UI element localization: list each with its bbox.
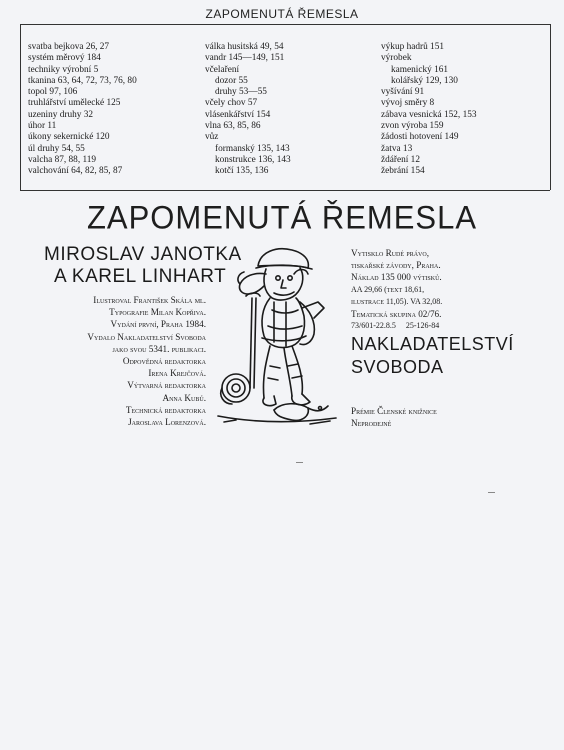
index-entry: výkup hadrů 151 xyxy=(381,42,445,52)
index-frame-right-rule xyxy=(550,24,551,190)
running-head: ZAPOMENUTÁ ŘEMESLA xyxy=(205,7,359,21)
index-entry: úl druhy 54, 55 xyxy=(28,143,85,154)
index-column-2 xyxy=(205,42,291,178)
credit-line: Odpovědná redaktorka xyxy=(122,356,206,367)
index-entry: včely chov 57 xyxy=(205,98,258,109)
index-entry: kamenický 161 xyxy=(391,64,449,75)
imprint-line: 73/601-22.8.5 25-126-84 xyxy=(351,321,440,331)
index-entry: topol 97, 106 xyxy=(28,87,78,98)
index-entry: žebrání 154 xyxy=(381,166,425,177)
index-frame-left-rule xyxy=(20,24,21,190)
credit-line: Irena Krejčová. xyxy=(148,368,206,379)
index-entry: vlna 63, 85, 86 xyxy=(205,121,261,132)
index-entry: vůz xyxy=(205,132,219,143)
book-title: ZAPOMENUTÁ ŘEMESLA xyxy=(86,199,478,236)
index-entry: zvon výroba 159 xyxy=(381,121,444,132)
imprint-line: Tematická skupina 02/76. xyxy=(351,309,442,320)
publisher-line-1: NAKLADATELSTVÍ xyxy=(351,334,514,354)
index-entry: vlásenkářství 154 xyxy=(205,109,271,120)
index-entry: včelaření xyxy=(205,64,240,75)
imprint-line: Vytisklo Rudé právo, xyxy=(351,248,429,258)
index-entry: valchování 64, 82, 85, 87 xyxy=(28,166,123,177)
credit-line: Výtvarná redaktorka xyxy=(127,380,206,391)
index-frame-top-rule xyxy=(20,24,550,25)
credit-line: Anna Kubů. xyxy=(162,392,206,403)
imprint-line: tiskařské závody, Praha. xyxy=(351,260,441,271)
imprint-block xyxy=(351,247,442,332)
credits-block xyxy=(87,294,206,428)
index-entry: žatva 13 xyxy=(381,143,413,154)
index-entry: dozor 55 xyxy=(215,75,248,86)
paper-speck xyxy=(296,462,303,463)
credit-line: Jaroslava Lorenzová. xyxy=(128,417,206,428)
index-entry: svatba bejkova 26, 27 xyxy=(28,42,110,52)
premium-line: Prémie Členské knižnice xyxy=(351,406,437,416)
craftsman-illustration-icon xyxy=(210,238,344,428)
index-column-3 xyxy=(381,42,477,178)
paper-speck xyxy=(488,492,495,493)
publisher-line-2: SVOBODA xyxy=(351,357,444,377)
index-entry: válka husitská 49, 54 xyxy=(205,42,284,52)
index-entry: vývoj směry 8 xyxy=(381,98,435,109)
publisher-name xyxy=(351,333,514,379)
imprint-line: Náklad 135 000 výtisků. xyxy=(351,272,442,283)
index-entry: úhor 11 xyxy=(28,121,57,132)
index-entry: výrobek xyxy=(381,53,412,64)
imprint-line: AA 29,66 (text 18,61, xyxy=(351,284,425,294)
index-entry: kolářský 129, 130 xyxy=(391,75,458,86)
index-entry: tkanina 63, 64, 72, 73, 76, 80 xyxy=(28,75,137,86)
index-entry: vyšívání 91 xyxy=(381,87,425,98)
credit-line: Technická redaktorka xyxy=(125,404,206,415)
index-entry: žádosti hotovení 149 xyxy=(381,132,459,143)
author-line-2: A KAREL LINHART xyxy=(54,266,227,287)
credit-line: Vydání první, Praha 1984. xyxy=(110,319,206,330)
index-entry: ždáření 12 xyxy=(381,154,420,165)
author-line-1: MIROSLAV JANOTKA xyxy=(44,244,242,265)
index-entry: formanský 135, 143 xyxy=(215,143,290,154)
premium-line: Neprodejné xyxy=(351,418,392,429)
index-entry: vandr 145—149, 151 xyxy=(205,53,285,64)
credit-line: jako svou 5341. publikaci. xyxy=(112,343,206,354)
index-entry: uzeniny druhy 32 xyxy=(28,109,94,120)
index-entry: valcha 87, 88, 119 xyxy=(28,154,97,165)
index-entry: techniky výrobní 5 xyxy=(28,64,99,75)
index-entry: úkony sekernické 120 xyxy=(28,132,110,143)
index-frame-bottom-rule xyxy=(20,190,550,191)
index-entry: druhy 53—55 xyxy=(215,87,267,98)
credit-line: Vydalo Nakladatelství Svoboda xyxy=(87,331,206,342)
index-entry: truhlářství umělecké 125 xyxy=(28,98,121,109)
premium-note xyxy=(351,405,437,429)
credit-line: Ilustroval František Skála ml. xyxy=(93,295,206,305)
credit-line: Typografie Milan Kopřiva. xyxy=(109,307,206,318)
index-entry: kotčí 135, 136 xyxy=(215,166,269,177)
imprint-line: ilustrace 11,05). VA 32,08. xyxy=(351,296,443,306)
index-entry: systém měrový 184 xyxy=(28,53,101,64)
index-entry: zábava vesnická 152, 153 xyxy=(381,109,477,120)
index-entry: konstrukce 136, 143 xyxy=(215,154,291,165)
index-column-1 xyxy=(28,42,137,178)
